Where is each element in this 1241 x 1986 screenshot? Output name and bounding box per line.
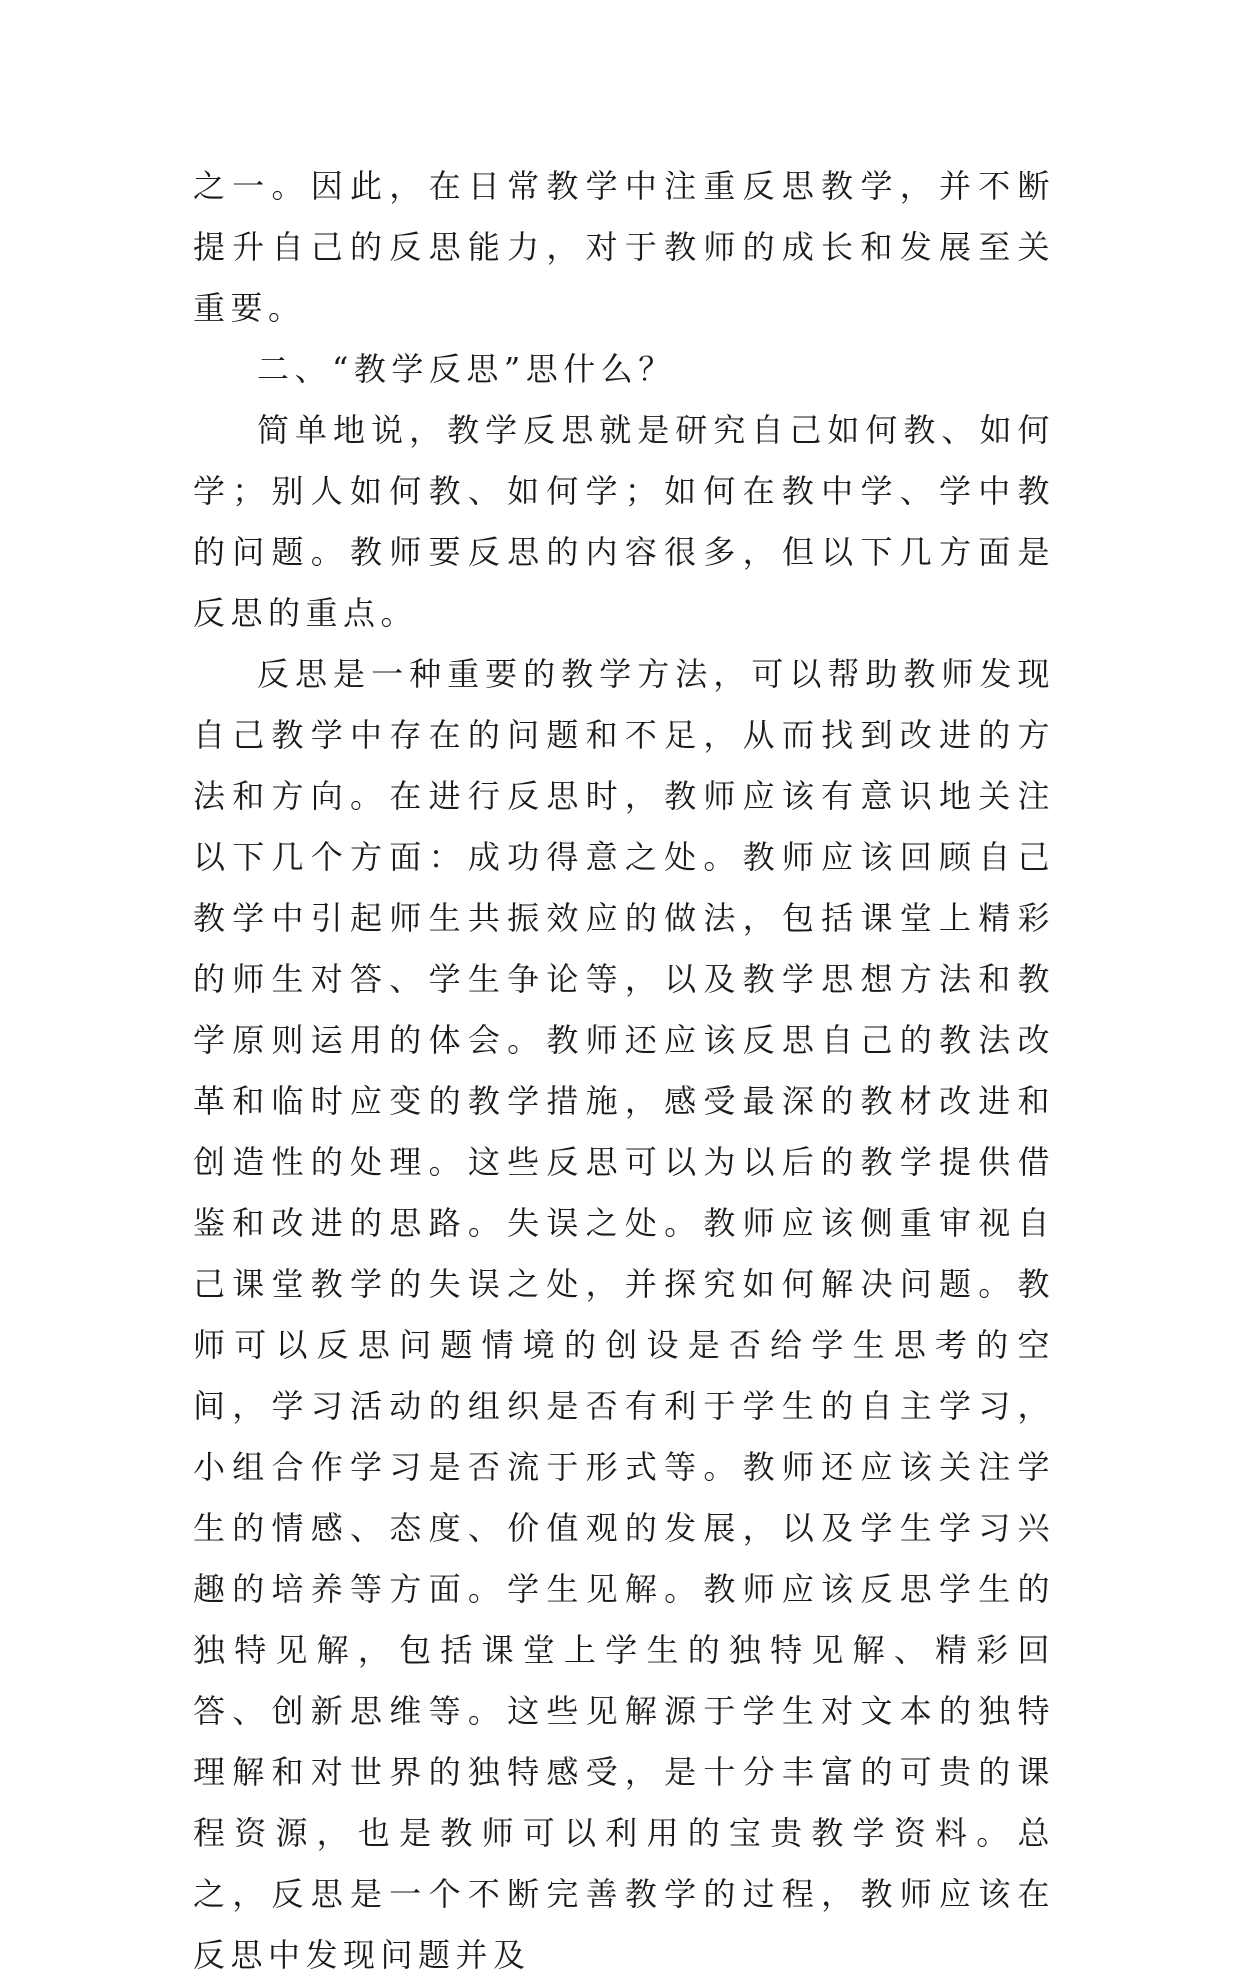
paragraph-intro: 简单地说，教学反思就是研究自己如何教、如何学；别人如何教、如何学；如何在教中学、学中教的问题。教师要反思的内容很多，但以下几方面是反思的重点。 bbox=[193, 411, 1055, 632]
paragraph-continuation: 之一。因此，在日常教学中注重反思教学，并不断提升自己的反思能力，对于教师的成长和发展至关重要。 bbox=[193, 167, 1055, 327]
document-body bbox=[193, 156, 1055, 1986]
section-heading: 二、“教学反思”思什么？ bbox=[257, 350, 676, 388]
paragraph-main: 反思是一种重要的教学方法，可以帮助教师发现自己教学中存在的问题和不足，从而找到改进的方法和方向。在进行反思时，教师应该有意识地关注以下几个方面：成功得意之处。教师应该回顾自己教学中引起师生共振效应的做法，包括课堂上精彩的师生对答、学生争论等，以及教学思想方法和教学原则运用的体会。教师还应该反思自己的教法改革和临时应变的教学措施，感受最深的教材改进和创造性的处理。这些反思可以为以后的教学提供借鉴和改进的思路。失误之处。教师应该侧重审视自己课堂教学的失误之处，并探究如何解决问题。教师可以反思问题情境的创设是否给学生思考的空间，学习活动的组织是否有利于学生的自主学习，小组合作学习是否流于形式等。教师还应该关注学生的情感、态度、价值观的发展，以及学生学习兴趣的培养等方面。学生见解。教师应该反思学生的独特见解，包括课堂上学生的独特见解、精彩回答、创新思维等。这些见解源于学生对文本的独特理解和对世界的独特感受，是十分丰富的可贵的课程资源，也是教师可以利用的宝贵教学资料。总之，反思是一个不断完善教学的过程，教师应该在反思中发现问题并及 bbox=[193, 655, 1055, 1974]
